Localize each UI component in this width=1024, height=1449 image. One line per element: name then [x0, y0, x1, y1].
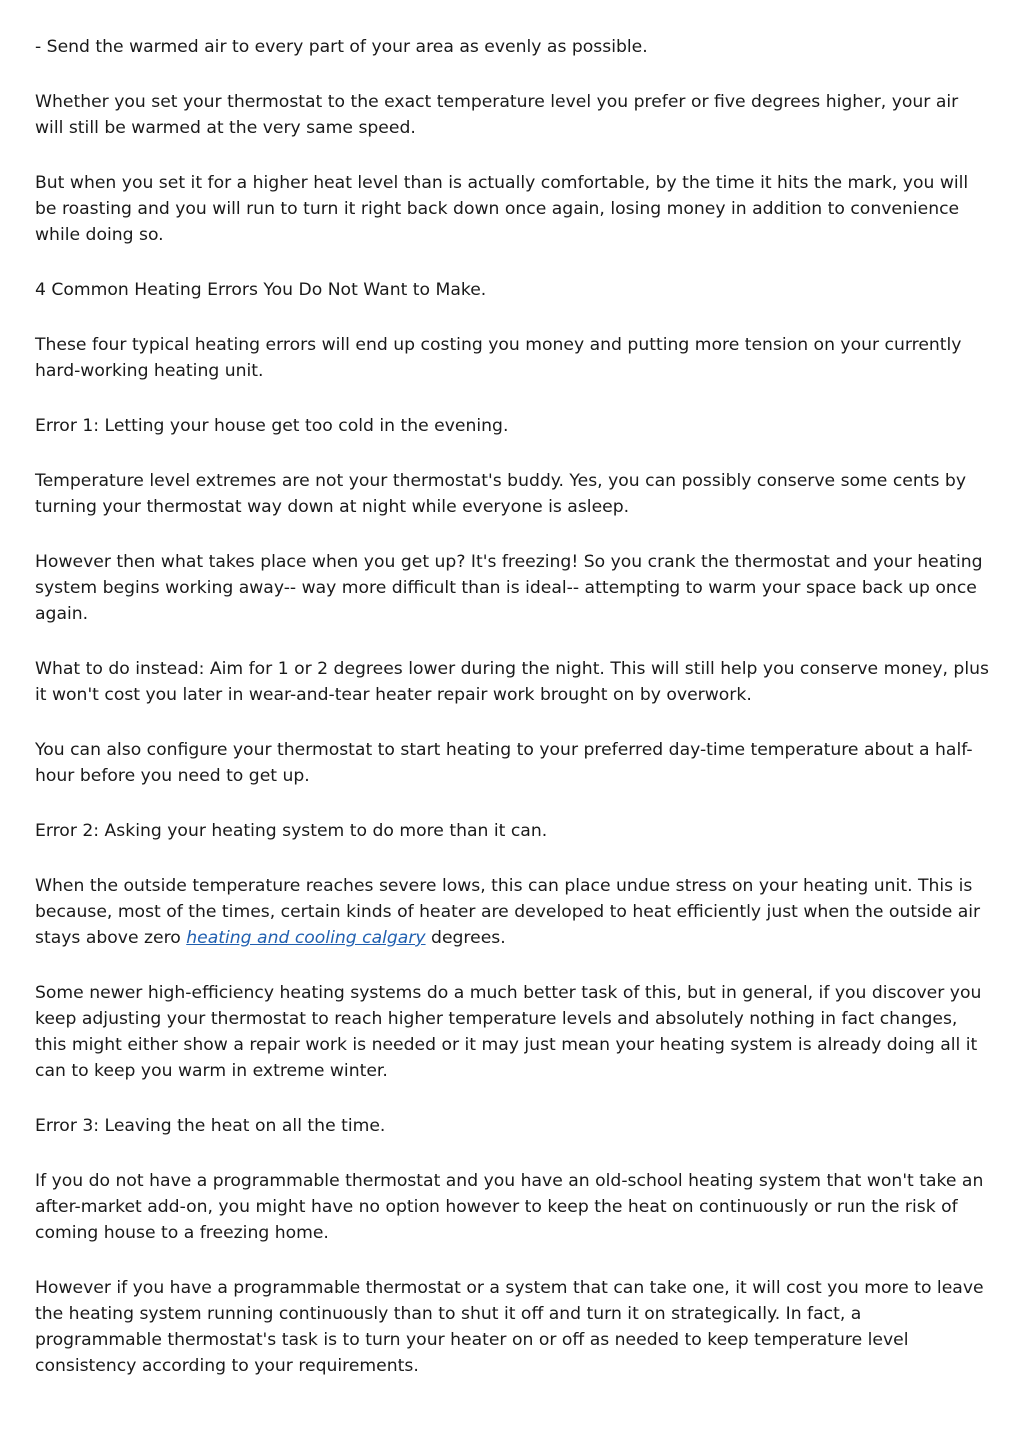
paragraph-3: But when you set it for a higher heat level than is actually comfortable, by the time it hits the mark, you will be roasting and you will run to turn it right back down once again, losing money in addition to convenience while doing so. [35, 173, 969, 245]
paragraph-13: Some newer high-efficiency heating systems do a much better task of this, but in general, if you discover you keep adjusting your thermostat to reach higher temperature levels and absolutely nothing in fact changes, this might either show a repair work is needed or it may just mean your heating system is already doing all it can to keep you warm in extreme winter. [35, 983, 982, 1081]
paragraph-15: If you do not have a programmable thermostat and you have an old-school heating system that won't take an after-market add-on, you might have no option however to keep the heat on continuously or run the risk of coming house to a freezing home. [35, 1171, 984, 1243]
paragraph-12 [35, 873, 991, 951]
paragraph-5: These four typical heating errors will end up costing you money and putting more tension on your currently hard-working heating unit. [35, 335, 962, 381]
heating-cooling-link[interactable]: heating and cooling calgary [186, 928, 426, 948]
paragraph-1: - Send the warmed air to every part of your area as evenly as possible. [35, 37, 648, 57]
paragraph-9: What to do instead: Aim for 1 or 2 degrees lower during the night. This will still help you conserve money, plus it won't cost you later in wear-and-tear heater repair work brought on by overwork. [35, 659, 989, 705]
error-2-heading: Error 2: Asking your heating system to do more than it can. [35, 821, 548, 841]
section-heading-common-errors: 4 Common Heating Errors You Do Not Want to Make. [35, 280, 487, 300]
paragraph-2: Whether you set your thermostat to the exact temperature level you prefer or five degrees higher, your air will still be warmed at the very same speed. [35, 92, 959, 138]
paragraph-8: However then what takes place when you get up? It's freezing! So you crank the thermostat and your heating system begins working away-- way more difficult than is ideal-- attempting to warm your space back up once again. [35, 552, 983, 624]
paragraph-7: Temperature level extremes are not your thermostat's buddy. Yes, you can possibly conserve some cents by turning your thermostat way down at night while everyone is asleep. [35, 471, 966, 517]
paragraph-16: However if you have a programmable thermostat or a system that can take one, it will cost you more to leave the heating system running continuously than to shut it off and turn it on strategically. In fact, a programmable thermostat's task is to turn your heater on or off as needed to keep temperature level consistency according to your requirements. [35, 1278, 984, 1376]
error-1-heading: Error 1: Letting your house get too cold in the evening. [35, 416, 509, 436]
paragraph-10: You can also configure your thermostat to start heating to your preferred day-time temperature about a half-hour before you need to get up. [35, 740, 973, 786]
error-3-heading: Error 3: Leaving the heat on all the time. [35, 1116, 386, 1136]
paragraph-12-before: When the outside temperature reaches severe lows, this can place undue stress on your heating unit. This is because, most of the times, certain kinds of heater are developed to heat efficiently just when the outside air stays above zero [35, 876, 981, 948]
paragraph-12-after: degrees. [425, 928, 506, 948]
document-body [35, 34, 991, 1379]
